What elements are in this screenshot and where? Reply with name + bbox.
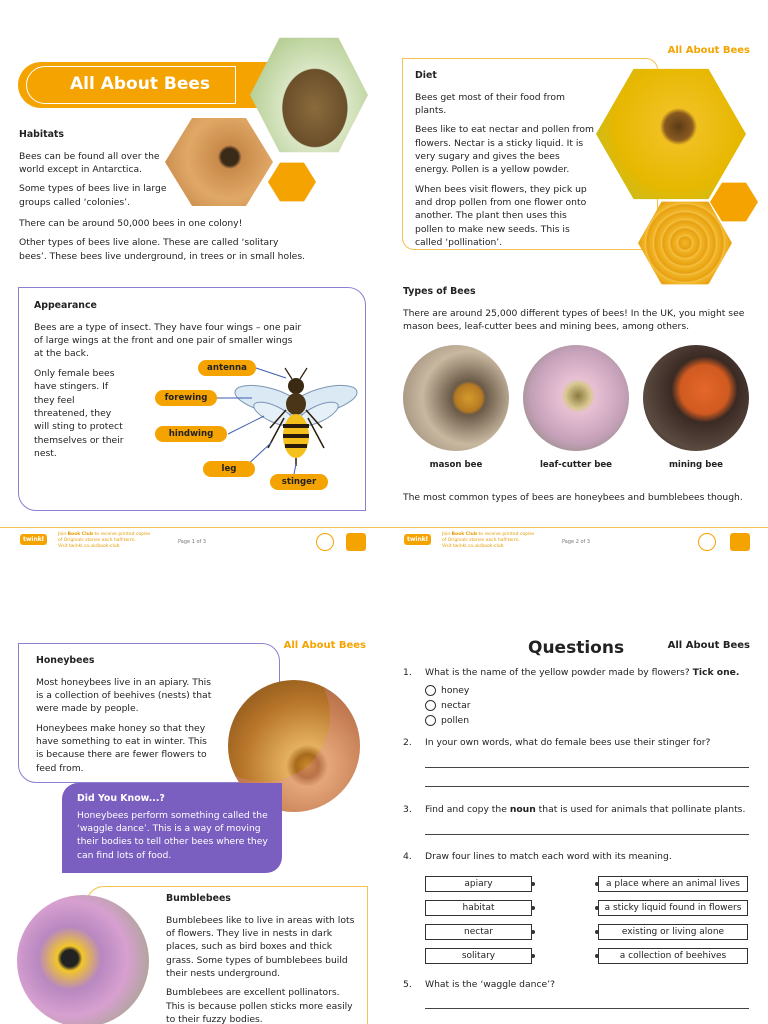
appearance-heading: Appearance	[34, 300, 97, 311]
question-2: 2. In your own words, what do female bees use their stinger for?	[403, 737, 711, 748]
label-antenna: antenna	[198, 360, 256, 376]
types-section	[403, 285, 753, 339]
bumblebees-section	[166, 892, 356, 1024]
honeybees-text-2: Honeybees make honey so that they have something to eat in winter. This is because there are fewer flowers to feed from.	[36, 722, 207, 774]
q1-option-honey[interactable]: honey	[425, 685, 469, 698]
decorative-hexagon	[268, 160, 316, 204]
match-word-nectar[interactable]: nectar	[425, 924, 532, 940]
footer-promo: Join Book Club to receive printed copies of Originals stories each half-term. Visit twinkl.co.uk/book-club	[58, 532, 151, 549]
answer-line[interactable]	[425, 1008, 749, 1009]
page-header: All About Bees	[283, 640, 366, 651]
habitats-text-3: There can be around 50,000 bees in one colony!	[19, 218, 243, 229]
hexagon-logo-icon	[698, 533, 716, 551]
answer-line[interactable]	[425, 786, 749, 787]
question-5: 5. What is the ‘waggle dance’?	[403, 979, 555, 990]
label-forewing: forewing	[155, 390, 217, 406]
leaf-cutter-bee-photo	[523, 345, 629, 451]
bee-thorax	[286, 393, 306, 415]
bee-head	[288, 378, 304, 394]
q1-option-pollen[interactable]: pollen	[425, 715, 469, 728]
book-club-badge-icon	[346, 533, 366, 551]
match-word-solitary[interactable]: solitary	[425, 948, 532, 964]
types-text-1: There are around 25,000 different types of bees! In the UK, you might see mason bees, leaf-cutter bees and mining bees, among others.	[403, 307, 745, 332]
label-stinger: stinger	[270, 474, 328, 490]
habitats-heading: Habitats	[19, 129, 64, 140]
bumblebees-text-1: Bumblebees like to live in areas with lots of flowers. They live in nests in dark places, such as bird boxes and thick grass. Some types of bumblebees build their nests underground.	[166, 914, 355, 979]
diet-text-2: Bees like to eat nectar and pollen from flowers. Nectar is a sticky liquid. It is very sugary and gives the bees energy. Pollen is a yellow powder.	[415, 124, 594, 176]
book-club-badge-icon	[730, 533, 750, 551]
answer-line[interactable]	[425, 767, 749, 768]
honeybees-section	[36, 654, 212, 781]
match-meaning-1[interactable]: a place where an animal lives	[598, 876, 748, 892]
page-number: Page 1 of 3	[178, 539, 207, 545]
match-word-apiary[interactable]: apiary	[425, 876, 532, 892]
twinkl-logo: twinkl	[20, 534, 47, 545]
appearance-text-1: Bees are a type of insect. They have four wings – one pair of large wings at the front and one pair of smaller wings at the back.	[34, 321, 302, 360]
bumblebee-photo	[17, 895, 149, 1024]
appearance-text-2: Only female bees have stingers. If they feel threatened, they will sting to protect themselves or their nest.	[34, 368, 124, 460]
radio-button[interactable]	[425, 685, 436, 696]
match-meaning-2[interactable]: a sticky liquid found in flowers	[598, 900, 748, 916]
match-meaning-3[interactable]: existing or living alone	[598, 924, 748, 940]
mining-bee-photo	[643, 345, 749, 451]
did-you-know-heading: Did You Know...?	[77, 793, 165, 804]
page-3	[0, 590, 384, 1024]
question-3: 3. Find and copy the noun that is used for animals that pollinate plants.	[403, 804, 746, 815]
mason-bee-photo	[403, 345, 509, 451]
questions-title: Questions	[528, 638, 625, 658]
match-meaning-4[interactable]: a collection of beehives	[598, 948, 748, 964]
hexagon-logo-icon	[316, 533, 334, 551]
q1-option-nectar[interactable]: nectar	[425, 700, 471, 713]
habitats-text-4: Other types of bees live alone. These are called ‘solitary bees’. These bees live underground, in trees or in small holes.	[19, 237, 306, 262]
page-number: Page 2 of 3	[562, 539, 591, 545]
habitats-text-2: Some types of bees live in large groups called ‘colonies’.	[19, 183, 167, 208]
footer	[0, 527, 384, 557]
habitats-section	[19, 128, 169, 215]
did-you-know-text: Honeybees perform something called the ‘waggle dance’. This is a way of moving their bodies to tell other bees where they can find lots of food.	[77, 809, 268, 861]
radio-button[interactable]	[425, 715, 436, 726]
bumblebees-text-2: Bumblebees are excellent pollinators. This is because pollen sticks more easily to their fuzzy bodies.	[166, 987, 353, 1024]
page-header: All About Bees	[667, 640, 750, 651]
page-title: All About Bees	[70, 74, 211, 94]
solitary-bee-photo	[165, 112, 273, 212]
diet-heading: Diet	[415, 70, 437, 81]
diet-text-1: Bees get most of their food from plants.	[415, 91, 565, 116]
page-1	[0, 0, 384, 560]
footer-promo: Join Book Club to receive printed copies of Originals stories each half-term. Visit twinkl.co.uk/book-club	[442, 532, 535, 549]
caption-leaf-cutter-bee: leaf-cutter bee	[539, 460, 613, 470]
footer	[384, 527, 768, 557]
page-header: All About Bees	[667, 45, 750, 56]
twinkl-logo: twinkl	[404, 534, 431, 545]
types-text-2: The most common types of bees are honeybees and bumblebees though.	[403, 492, 743, 503]
habitats-section-cont	[19, 217, 309, 269]
did-you-know-section	[77, 792, 273, 868]
question-1: 1. What is the name of the yellow powder made by flowers? Tick one.	[403, 667, 740, 678]
label-leg: leg	[203, 461, 255, 477]
match-word-habitat[interactable]: habitat	[425, 900, 532, 916]
page-4	[384, 590, 768, 1024]
diet-section	[415, 69, 595, 255]
label-hindwing: hindwing	[155, 426, 227, 442]
page-2	[384, 0, 768, 560]
bumblebees-heading: Bumblebees	[166, 893, 231, 904]
radio-button[interactable]	[425, 700, 436, 711]
habitats-text-1: Bees can be found all over the world except in Antarctica.	[19, 150, 160, 175]
honeybees-text-1: Most honeybees live in an apiary. This is a collection of beehives (nests) that were made by people.	[36, 676, 212, 715]
honeybees-heading: Honeybees	[36, 655, 95, 666]
caption-mason-bee: mason bee	[429, 460, 483, 470]
beehive-nest-photo	[250, 30, 368, 160]
answer-line[interactable]	[425, 834, 749, 835]
types-heading: Types of Bees	[403, 286, 476, 297]
caption-mining-bee: mining bee	[668, 460, 724, 470]
diet-text-3: When bees visit flowers, they pick up and drop pollen from one flower onto another. The plant then uses this pollen to make new seeds. This is called ‘pollination’.	[415, 183, 587, 249]
question-4: 4. Draw four lines to match each word with its meaning.	[403, 851, 672, 862]
